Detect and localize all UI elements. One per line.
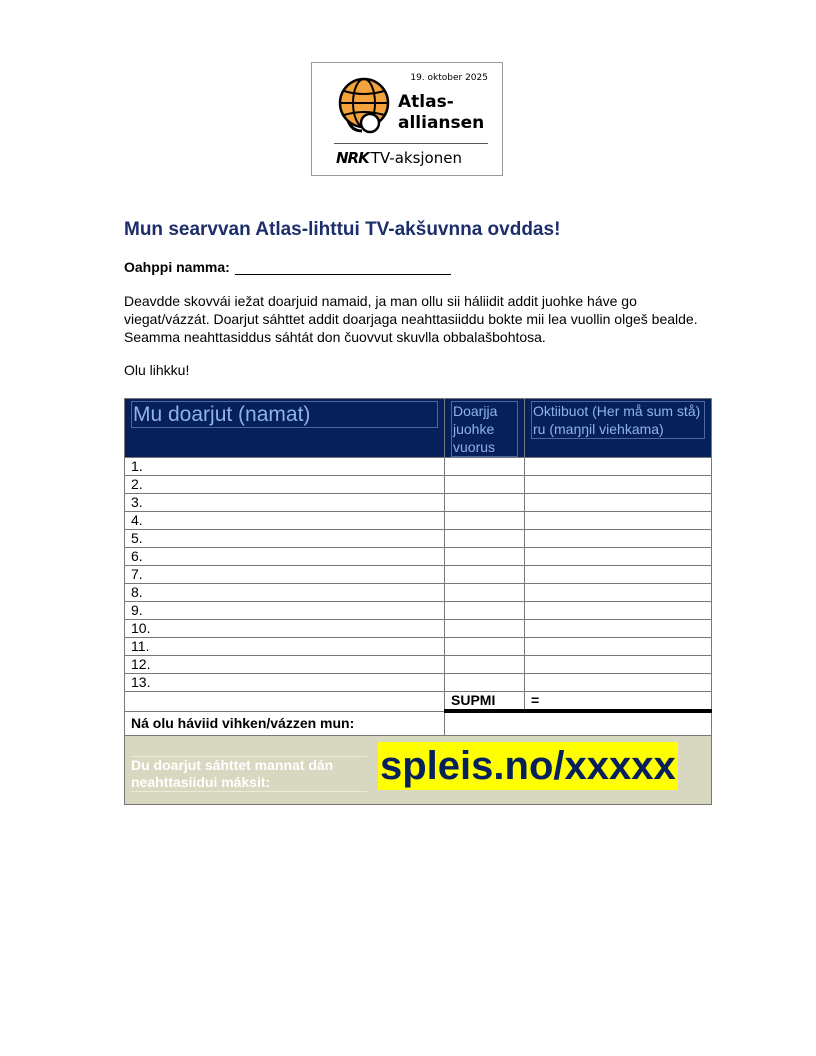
per-lap-cell[interactable] [445,494,525,512]
tv-aksjonen-text: TV-aksjonen [370,149,462,167]
logo-divider [334,143,488,144]
donor-name-cell[interactable]: 1. [125,458,445,476]
total-cell[interactable] [525,530,712,548]
per-lap-cell[interactable] [445,476,525,494]
donation-footer [125,736,712,805]
page-title: Mun searvvan Atlas-lihttui TV-akšuvnna ovddas! [124,219,561,240]
total-cell[interactable] [525,512,712,530]
per-lap-cell[interactable] [445,620,525,638]
logo-name-line2: alliansen [398,113,485,133]
logo-name [398,92,484,134]
student-name-line[interactable] [235,260,451,275]
per-lap-cell[interactable] [445,566,525,584]
table-row [125,458,712,476]
table-row [125,620,712,638]
laps-value[interactable] [445,711,712,736]
logo-date: 19. oktober 2025 [410,73,488,83]
donor-name-cell[interactable]: 2. [125,476,445,494]
total-cell[interactable] [525,476,712,494]
per-lap-cell[interactable] [445,530,525,548]
donor-name-cell[interactable]: 5. [125,530,445,548]
total-cell[interactable] [525,458,712,476]
intro-text: Deavdde skovvái iežat doarjuid namaid, ja man ollu sii háliidit addit juohke háve go viegat/vázzát. Doarjut sáhttet addit doarjaga neahttasiiddu bokte mii lea vuollin olgeš bealde. Seamma neahttasiddus sáhtát don čuovvut skuvlla obbalašbohtosa. [124,293,698,345]
donation-link[interactable]: spleis.no/xxxxx [380,744,676,788]
header-per-lap-text: Doarjja juohke vuorus [451,401,518,457]
table-row [125,638,712,656]
student-name-row [124,259,451,275]
table-row [125,584,712,602]
total-cell[interactable] [525,602,712,620]
table-row [125,512,712,530]
per-lap-cell[interactable] [445,674,525,692]
header-total [525,399,712,458]
table-row [125,566,712,584]
donor-name-cell[interactable]: 3. [125,494,445,512]
nrk-wordmark: NRK [336,149,369,167]
table-row [125,674,712,692]
logo-name-line1: Atlas- [398,92,454,112]
per-lap-cell[interactable] [445,602,525,620]
donation-instructions: Du doarjut sáhttet mannat dán neahttasiidui máksit: [131,756,367,792]
table-header-row [125,399,712,458]
table-row [125,476,712,494]
total-cell[interactable] [525,674,712,692]
donor-name-cell[interactable]: 11. [125,638,445,656]
sum-row [125,692,712,712]
total-cell[interactable] [525,548,712,566]
sum-label: SUPMI [445,692,525,712]
globe-icon [336,77,392,135]
sum-value[interactable]: = [525,692,712,712]
per-lap-cell[interactable] [445,512,525,530]
laps-label: Ná olu háviid vihken/vázzen mun: [125,711,445,736]
laps-row [125,711,712,736]
table-row [125,602,712,620]
donor-name-cell[interactable]: 8. [125,584,445,602]
donor-name-cell[interactable]: 13. [125,674,445,692]
donor-name-cell[interactable]: 10. [125,620,445,638]
good-luck-text: Olu lihkku! [124,362,190,378]
nrk-tv-aksjonen [336,149,462,167]
table-row [125,530,712,548]
per-lap-cell[interactable] [445,584,525,602]
table-row [125,548,712,566]
header-total-text: Oktiibuot (Her må sum stå) ru (maŋŋil viehkama) [531,401,705,439]
total-cell[interactable] [525,584,712,602]
header-donors-text: Mu doarjut (namat) [131,401,438,428]
donor-name-cell[interactable]: 4. [125,512,445,530]
donor-name-cell[interactable]: 12. [125,656,445,674]
atlas-logo [311,62,503,176]
donor-name-cell[interactable]: 7. [125,566,445,584]
per-lap-cell[interactable] [445,638,525,656]
total-cell[interactable] [525,566,712,584]
donation-footer-content [125,736,711,804]
student-name-label: Oahppi namma: [124,259,230,275]
per-lap-cell[interactable] [445,458,525,476]
donation-footer-cell [125,736,712,805]
per-lap-cell[interactable] [445,548,525,566]
total-cell[interactable] [525,638,712,656]
sum-spacer [125,692,445,712]
total-cell[interactable] [525,656,712,674]
donor-table [124,398,712,805]
header-per-lap [445,399,525,458]
table-row [125,494,712,512]
total-cell[interactable] [525,494,712,512]
table-row [125,656,712,674]
total-cell[interactable] [525,620,712,638]
donor-name-cell[interactable]: 9. [125,602,445,620]
header-donors [125,399,445,458]
per-lap-cell[interactable] [445,656,525,674]
donor-name-cell[interactable]: 6. [125,548,445,566]
